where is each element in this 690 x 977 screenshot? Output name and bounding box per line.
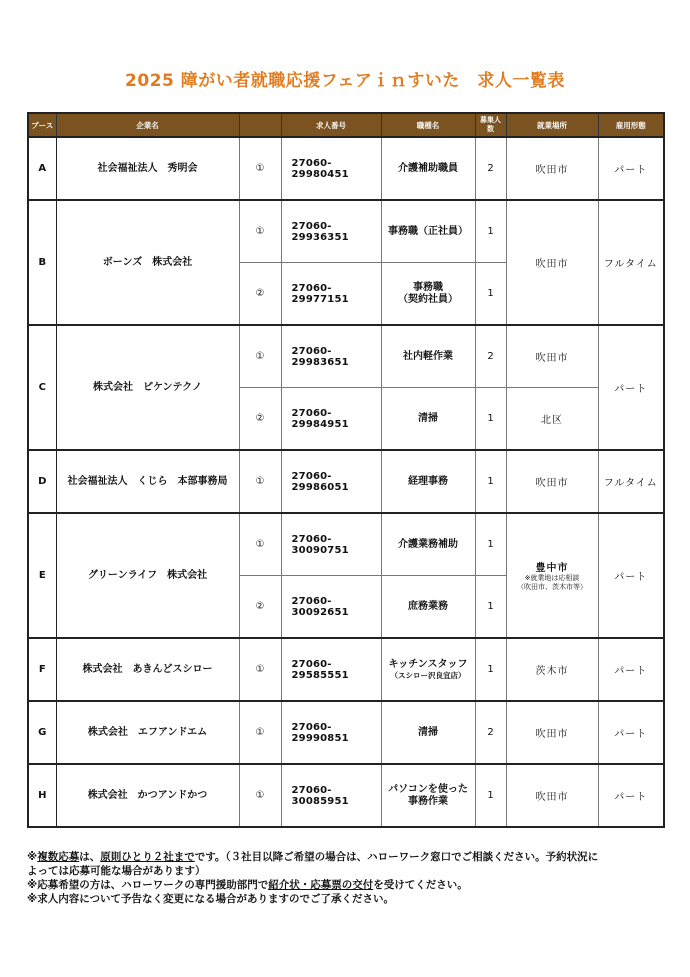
job-name-main: キッチンスタッフ xyxy=(388,659,468,670)
table-header-row xyxy=(28,113,664,137)
employment-type-cell: パート xyxy=(598,325,664,450)
job-id-cell: 27060-29990851 xyxy=(281,701,381,764)
job-number-cell: ① xyxy=(239,325,281,388)
location-note: ※就業地は応相談 xyxy=(524,574,580,582)
job-name-sub: 事務作業 xyxy=(408,795,448,807)
booth-cell: C xyxy=(28,325,56,450)
job-name-cell xyxy=(381,764,475,827)
job-name-cell xyxy=(381,638,475,701)
employment-type-cell: フルタイム xyxy=(598,450,664,513)
table-row xyxy=(28,513,664,576)
booth-cell: F xyxy=(28,638,56,701)
job-name-cell xyxy=(381,263,475,326)
booth-cell: E xyxy=(28,513,56,638)
job-number-cell: ① xyxy=(239,450,281,513)
note-changes: ※求人内容について予告なく変更になる場合がありますのでご了承ください。 xyxy=(27,893,394,905)
header-job-id: 求人番号 xyxy=(281,113,381,137)
count-cell: 1 xyxy=(475,576,506,639)
location-cell: 吹田市 xyxy=(506,137,598,200)
note-underlined: 複数応募 xyxy=(37,851,80,863)
count-cell: 1 xyxy=(475,388,506,451)
count-cell: 1 xyxy=(475,450,506,513)
company-cell: 社会福祉法人 くじら 本部事務局 xyxy=(56,450,239,513)
company-cell: 株式会社 かつアンドかつ xyxy=(56,764,239,827)
job-id-cell: 27060-30092651 xyxy=(281,576,381,639)
note-text: です。（３社目以降ご希望の場合は、ハローワーク窓口でご相談ください。予約状況に xyxy=(194,851,599,863)
job-id-cell: 27060-29585551 xyxy=(281,638,381,701)
job-name-sub: （契約社員） xyxy=(398,293,458,305)
page-title: 2025 障がい者就職応援フェアｉｎすいた 求人一覧表 xyxy=(125,71,565,91)
location-cell: 吹田市 xyxy=(506,701,598,764)
job-id-cell: 27060-29986051 xyxy=(281,450,381,513)
table-row xyxy=(28,137,664,200)
job-number-cell: ① xyxy=(239,701,281,764)
job-id-cell: 27060-29984951 xyxy=(281,388,381,451)
job-number-cell: ① xyxy=(239,764,281,827)
job-name-cell: 清掃 xyxy=(381,388,475,451)
location-cell: 吹田市 xyxy=(506,325,598,388)
note-multiple-applications xyxy=(27,850,667,864)
location-cell: 吹田市 xyxy=(506,764,598,827)
job-id-cell: 27060-29977151 xyxy=(281,263,381,326)
note-text: ※ xyxy=(27,851,38,863)
table-row xyxy=(28,638,664,701)
note-multiple-applications-cont: よっては応募可能な場合があります） xyxy=(27,865,206,877)
location-cell: 吹田市 xyxy=(506,450,598,513)
header-num xyxy=(239,113,281,137)
job-name-sub: （スシロー沢良宜店） xyxy=(390,671,466,680)
count-cell: 1 xyxy=(475,764,506,827)
company-cell: 株式会社 ピケンテクノ xyxy=(56,325,239,450)
company-cell: 株式会社 あきんどスシロー xyxy=(56,638,239,701)
job-name-cell: 事務職（正社員） xyxy=(381,200,475,263)
location-cell xyxy=(506,513,598,638)
employment-type-cell: パート xyxy=(598,701,664,764)
job-number-cell: ① xyxy=(239,200,281,263)
booth-cell: B xyxy=(28,200,56,325)
count-cell: 2 xyxy=(475,325,506,388)
header-company: 企業名 xyxy=(56,113,239,137)
company-cell: 社会福祉法人 秀明会 xyxy=(56,137,239,200)
count-cell: 1 xyxy=(475,513,506,576)
notes-section xyxy=(27,850,667,906)
job-name-cell: 社内軽作業 xyxy=(381,325,475,388)
header-count: 募集人数 xyxy=(475,113,506,137)
booth-cell: A xyxy=(28,137,56,200)
count-cell: 2 xyxy=(475,137,506,200)
company-cell: ボーンズ 株式会社 xyxy=(56,200,239,325)
table-row xyxy=(28,325,664,388)
table-row xyxy=(28,200,664,263)
employment-type-cell: パート xyxy=(598,638,664,701)
job-name-cell: 庶務業務 xyxy=(381,576,475,639)
job-number-cell: ② xyxy=(239,263,281,326)
count-cell: 1 xyxy=(475,200,506,263)
count-cell: 1 xyxy=(475,638,506,701)
header-location: 就業場所 xyxy=(506,113,598,137)
job-id-cell: 27060-29936351 xyxy=(281,200,381,263)
note-text: は、 xyxy=(79,851,101,863)
job-name-cell: 介護業務補助 xyxy=(381,513,475,576)
location-main: 豊中市 xyxy=(535,563,569,574)
job-id-cell: 27060-30085951 xyxy=(281,764,381,827)
note-text: を受けてください。 xyxy=(373,879,468,891)
job-number-cell: ① xyxy=(239,137,281,200)
table-row xyxy=(28,450,664,513)
employment-type-cell: パート xyxy=(598,513,664,638)
booth-cell: G xyxy=(28,701,56,764)
job-listing-table xyxy=(27,112,665,828)
booth-cell: H xyxy=(28,764,56,827)
job-id-cell: 27060-30090751 xyxy=(281,513,381,576)
note-underlined: 原則ひとり２社まで xyxy=(100,851,195,863)
employment-type-cell: フルタイム xyxy=(598,200,664,325)
job-number-cell: ① xyxy=(239,638,281,701)
location-cell: 北区 xyxy=(506,388,598,451)
employment-type-cell: パート xyxy=(598,764,664,827)
job-name-main: 事務職 xyxy=(413,281,443,293)
count-cell: 1 xyxy=(475,263,506,326)
job-name-cell: 経理事務 xyxy=(381,450,475,513)
job-number-cell: ② xyxy=(239,576,281,639)
job-name-cell: 清掃 xyxy=(381,701,475,764)
booth-cell: D xyxy=(28,450,56,513)
location-note-cities: （吹田市、茨木市等） xyxy=(517,583,587,591)
note-underlined: 紹介状・応募票の交付 xyxy=(268,879,374,891)
location-cell: 茨木市 xyxy=(506,638,598,701)
company-cell: 株式会社 エフアンドエム xyxy=(56,701,239,764)
company-cell: グリーンライフ 株式会社 xyxy=(56,513,239,638)
job-id-cell: 27060-29983651 xyxy=(281,325,381,388)
table-row xyxy=(28,701,664,764)
header-booth: ブース xyxy=(28,113,56,137)
job-id-cell: 27060-29980451 xyxy=(281,137,381,200)
header-employment-type: 雇用形態 xyxy=(598,113,664,137)
job-number-cell: ② xyxy=(239,388,281,451)
job-number-cell: ① xyxy=(239,513,281,576)
note-referral xyxy=(27,878,667,892)
header-job-name: 職種名 xyxy=(381,113,475,137)
employment-type-cell: パート xyxy=(598,137,664,200)
job-name-cell: 介護補助職員 xyxy=(381,137,475,200)
location-cell: 吹田市 xyxy=(506,200,598,325)
job-name-main: パソコンを使った xyxy=(388,783,468,795)
note-text: ※応募希望の方は、ハローワークの専門援助部門で xyxy=(27,879,269,891)
count-cell: 2 xyxy=(475,701,506,764)
table-row xyxy=(28,764,664,827)
